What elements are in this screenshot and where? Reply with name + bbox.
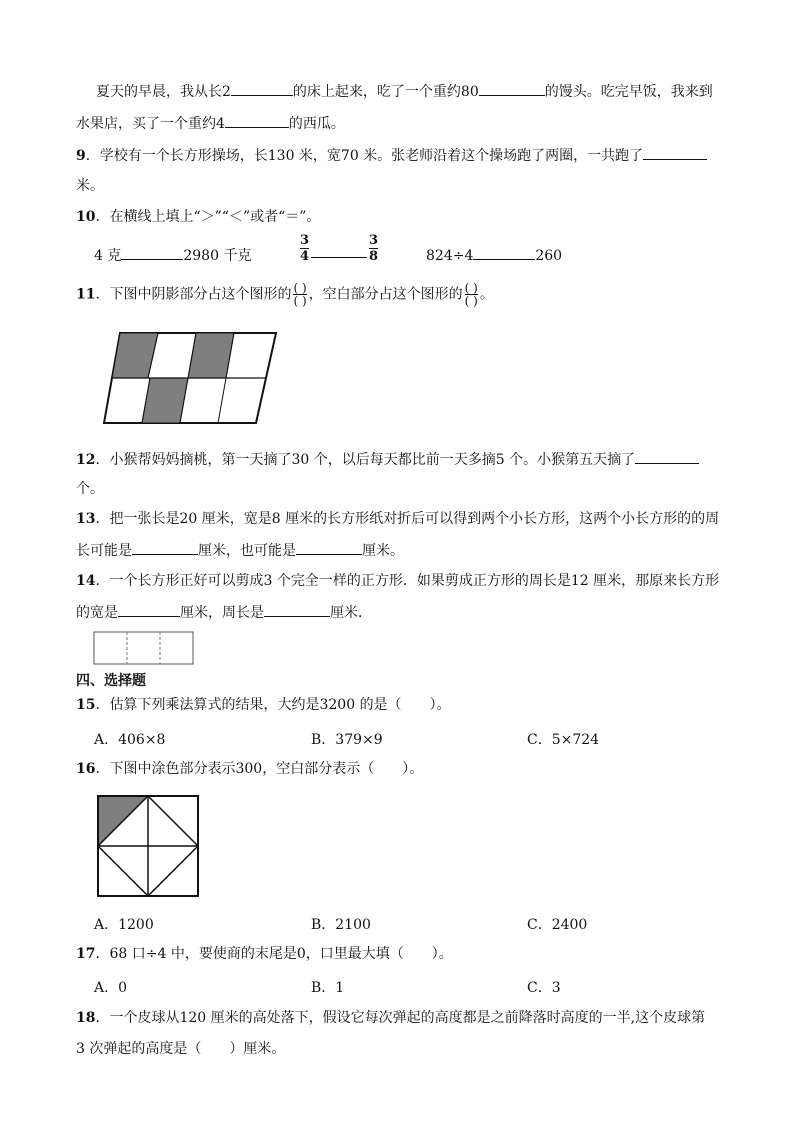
question-15: 15．估算下列乘法算式的结果，大约是3200 的是（ ）。 bbox=[76, 697, 451, 713]
parallelogram-figure bbox=[100, 330, 280, 426]
answer-blank[interactable] bbox=[231, 81, 293, 96]
fraction: $\frac{3}{8}$ bbox=[369, 233, 379, 264]
fraction-blank[interactable]: $\frac{( )}{( )}$ bbox=[464, 281, 478, 308]
q8-line2: 水果店，买了一个重约4 的西瓜。 bbox=[76, 113, 345, 134]
question-13: 13．把一张长是20 厘米，宽是8 厘米的长方形纸对折后可以得到两个小长方形，这两个小长方形的的周 bbox=[76, 511, 720, 527]
question-18: 18．一个皮球从120 厘米的高处落下，假设它每次弹起的高度都是之前降落时高度的一半,这个皮球第 bbox=[76, 1010, 706, 1026]
question-14: 14．一个长方形正好可以剪成3 个完全一样的正方形．如果剪成正方形的周长是12 厘米，那原来长方形 bbox=[76, 573, 720, 589]
question-10: 10．在横线上填上“＞”“＜”或者“＝”。 bbox=[76, 209, 321, 225]
question-13-cont: 长可能是 厘米，也可能是 厘米。 bbox=[76, 540, 404, 561]
option-c[interactable]: C．3 bbox=[527, 980, 561, 996]
question-14-cont: 的宽是 厘米，周长是 厘米． bbox=[76, 602, 372, 623]
option-b[interactable]: B．379×9 bbox=[311, 732, 383, 748]
answer-blank[interactable] bbox=[479, 81, 545, 96]
question-18-cont: 3 次弹起的高度是（ ）厘米。 bbox=[76, 1041, 286, 1057]
option-c[interactable]: C．5×724 bbox=[527, 732, 600, 748]
answer-blank[interactable] bbox=[118, 602, 180, 617]
option-a[interactable]: A．406×8 bbox=[94, 732, 166, 748]
option-c[interactable]: C．2400 bbox=[527, 917, 588, 933]
question-16: 16．下图中涂色部分表示300，空白部分表示（ ）。 bbox=[76, 761, 424, 777]
q10-item-3: 824÷4 260 bbox=[426, 245, 562, 266]
q8-line1: 夏天的早晨，我从长2 的床上起来，吃了一个重约80 的馒头。吃完早饭，我来到 bbox=[96, 81, 713, 102]
option-a[interactable]: A．1200 bbox=[94, 917, 154, 933]
answer-blank[interactable] bbox=[225, 113, 289, 128]
question-11: 11．下图中阴影部分占这个图形的 $\frac{( )}{( )}$ ，空白部分占这个图形的 $\frac{( )}{( )}$ 。 bbox=[76, 281, 494, 308]
answer-blank[interactable] bbox=[296, 540, 362, 555]
fraction: $\frac{3}{4}$ bbox=[300, 233, 310, 264]
q10-item-2 bbox=[298, 233, 380, 264]
answer-blank[interactable] bbox=[311, 233, 367, 258]
option-a[interactable]: A．0 bbox=[94, 980, 128, 996]
option-b[interactable]: B．2100 bbox=[311, 917, 371, 933]
question-9: 9．学校有一个长方形操场，长130 米，宽70 米。张老师沿着这个操场跑了两圈，一共跑了 bbox=[76, 145, 707, 166]
q10-item-1: 4 克 2980 千克 bbox=[94, 245, 251, 266]
answer-blank[interactable] bbox=[473, 245, 535, 260]
fraction-blank[interactable]: $\frac{( )}{( )}$ bbox=[293, 281, 307, 308]
answer-blank[interactable] bbox=[643, 145, 707, 160]
answer-blank[interactable] bbox=[264, 602, 330, 617]
question-12: 12．小猴帮妈妈摘桃，第一天摘了30 个，以后每天都比前一天多摘5 个。小猴第五天摘了 bbox=[76, 449, 699, 470]
question-17: 17．68 口÷4 中，要使商的末尾是0，口里最大填（ ）。 bbox=[76, 946, 453, 962]
answer-blank[interactable] bbox=[132, 540, 198, 555]
square-diamond-figure bbox=[96, 794, 200, 898]
answer-blank[interactable] bbox=[635, 449, 699, 464]
question-9-cont: 米。 bbox=[76, 178, 104, 194]
answer-blank[interactable] bbox=[121, 245, 183, 260]
section-heading: 四、选择题 bbox=[76, 673, 146, 689]
option-b[interactable]: B．1 bbox=[311, 980, 345, 996]
three-squares-figure bbox=[93, 631, 195, 665]
question-12-cont: 个。 bbox=[76, 481, 104, 497]
